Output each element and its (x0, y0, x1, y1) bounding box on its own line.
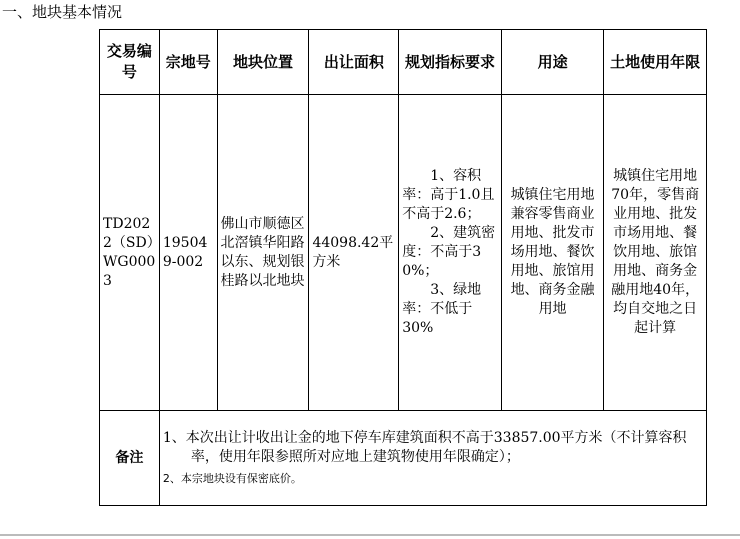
cell-term: 城镇住宅用地70年，零售商业用地、批发市场用地、餐饮用地、旅馆用地、商务金融用地40年，均自交地之日起计算 (604, 95, 707, 411)
header-term: 土地使用年限 (604, 30, 707, 95)
cell-planning (399, 95, 502, 411)
cell-area: 44098.42平方米 (309, 95, 399, 411)
cell-usage: 城镇住宅用地兼容零售商业用地、批发市场用地、餐饮用地、旅馆用地、商务金融用地 (501, 95, 604, 411)
header-area: 出让面积 (309, 30, 399, 95)
land-parcel-table (99, 29, 707, 506)
header-location: 地块位置 (217, 30, 309, 95)
remarks-content (159, 411, 706, 506)
header-planning: 规划指标要求 (399, 30, 502, 95)
cell-transaction-no: TD2022（SD）WG0003 (100, 95, 160, 411)
planning-item-green: 3、绿地率：不低于30% (402, 282, 482, 336)
planning-item-far: 1、容积率：高于1.0且不高于2.6； (402, 168, 495, 222)
table-header-row (100, 30, 707, 95)
section-heading: 一、地块基本情况 (2, 3, 123, 21)
table-remarks-row (100, 411, 707, 506)
cell-parcel-no: 195049-002 (159, 95, 217, 411)
header-usage: 用途 (501, 30, 604, 95)
cell-location: 佛山市顺德区北滘镇华阳路以东、规划银桂路以北地块 (217, 95, 309, 411)
cropped-text-strip (0, 528, 740, 539)
header-transaction-no: 交易编号 (100, 30, 160, 95)
remark-reserve-price: 2、本宗地块设有保密底价。 (162, 472, 302, 485)
table-data-row (100, 95, 707, 411)
remarks-label: 备注 (100, 411, 160, 506)
header-parcel-no: 宗地号 (159, 30, 217, 95)
planning-item-density: 2、建筑密度：不高于30%； (402, 225, 496, 279)
remark-underground-parking: 1、本次出让计收出让金的地下停车库建筑面积不高于33857.00平方米（不计算容积率，使用年限参照所对应地上建筑物使用年限确定）； (162, 430, 687, 465)
